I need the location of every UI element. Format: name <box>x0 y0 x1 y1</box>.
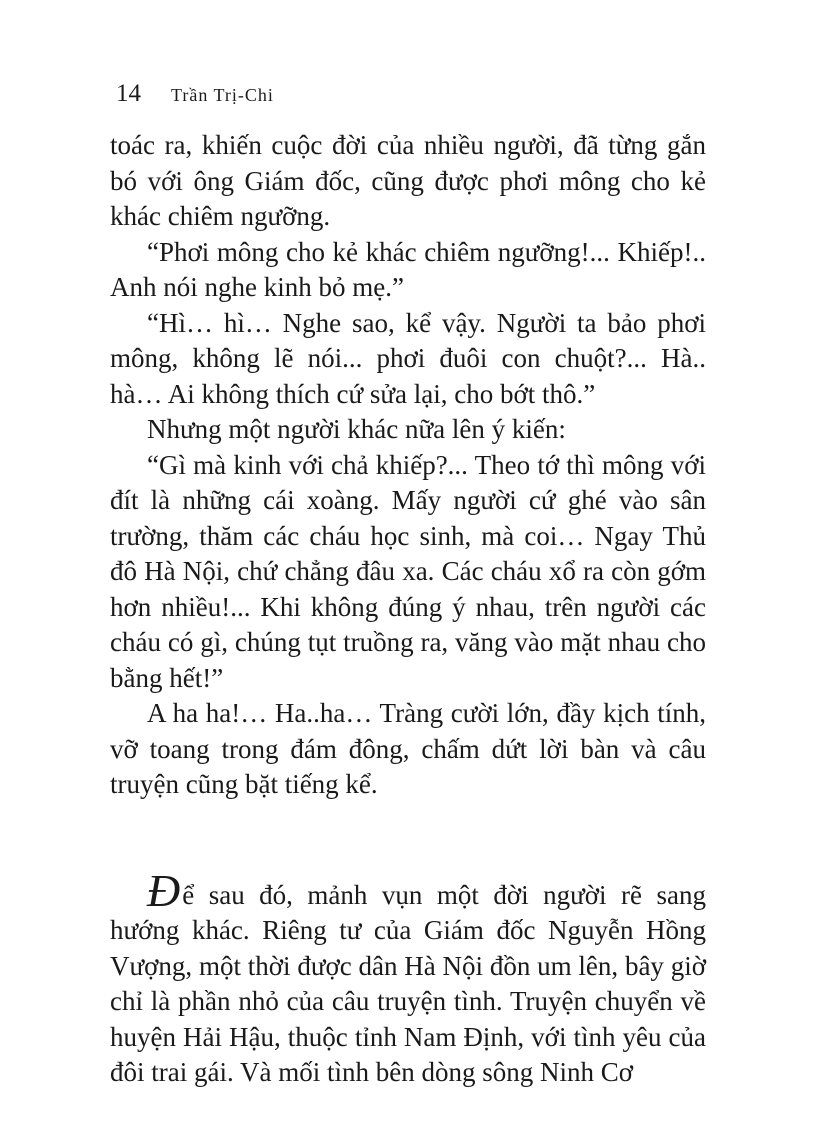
running-title: Trần Trị-Chi <box>171 85 274 105</box>
section-lead-text: ể sau đó, mảnh vụn một đời người rẽ sang hướng khác. Riêng tư của Giám đốc Nguyễn Hồng Vượng, một thời được dân Hà Nội đồn um lên, bây giờ chỉ là phần nhỏ của câu truyện tình. Truyện chuyển về huyện Hải Hậu, thuộc tỉnh Nam Định, với tình yêu của đôi trai gái. Và mối tình bên dòng sông Ninh Cơ <box>110 879 706 1087</box>
paragraph-dialogue: “Hì… hì… Nghe sao, kể vậy. Người ta bảo phơi mông, không lẽ nói... phơi đuôi con chuột?... Hà.. hà… Ai không thích cứ sửa lại, cho bớt thô.” <box>110 307 706 409</box>
paragraph: A ha ha!… Ha..ha… Tràng cười lớn, đầy kịch tính, vỡ toang trong đám đông, chấm dứt lời bàn và câu truyện cũng bặt tiếng kể. <box>110 698 706 799</box>
paragraph: Nhưng một người khác nữa lên ý kiến: <box>147 414 566 444</box>
section-lead-paragraph <box>110 864 706 1091</box>
new-section <box>110 864 706 1091</box>
section-break <box>110 803 706 873</box>
paragraph-dialogue: “Gì mà kinh với chả khiếp?... Theo tớ thì mông với đít là những cái xoàng. Mấy người cứ ghé vào sân trường, thăm các cháu học sinh, mà coi… Ngay Thủ đô Hà Nội, chứ chẳng đâu xa. Các cháu xổ ra còn gớm hơn nhiều!... Khi không đúng ý nhau, trên người các cháu có gì, chúng tụt truồng ra, văng vào mặt nhau cho bằng hết!” <box>110 449 706 693</box>
page-header <box>116 80 274 110</box>
page-number: 14 <box>116 80 141 107</box>
body-text <box>110 128 706 1091</box>
paragraph-dialogue: “Phơi mông cho kẻ khác chiêm ngưỡng!... Khiếp!.. Anh nói nghe kinh bỏ mẹ.” <box>110 236 706 302</box>
drop-cap: Đ <box>147 864 181 916</box>
paragraph-continuation: toác ra, khiến cuộc đời của nhiều người, đã từng gắn bó với ông Giám đốc, cũng được phơi mông cho kẻ khác chiêm ngưỡng. <box>110 130 706 231</box>
